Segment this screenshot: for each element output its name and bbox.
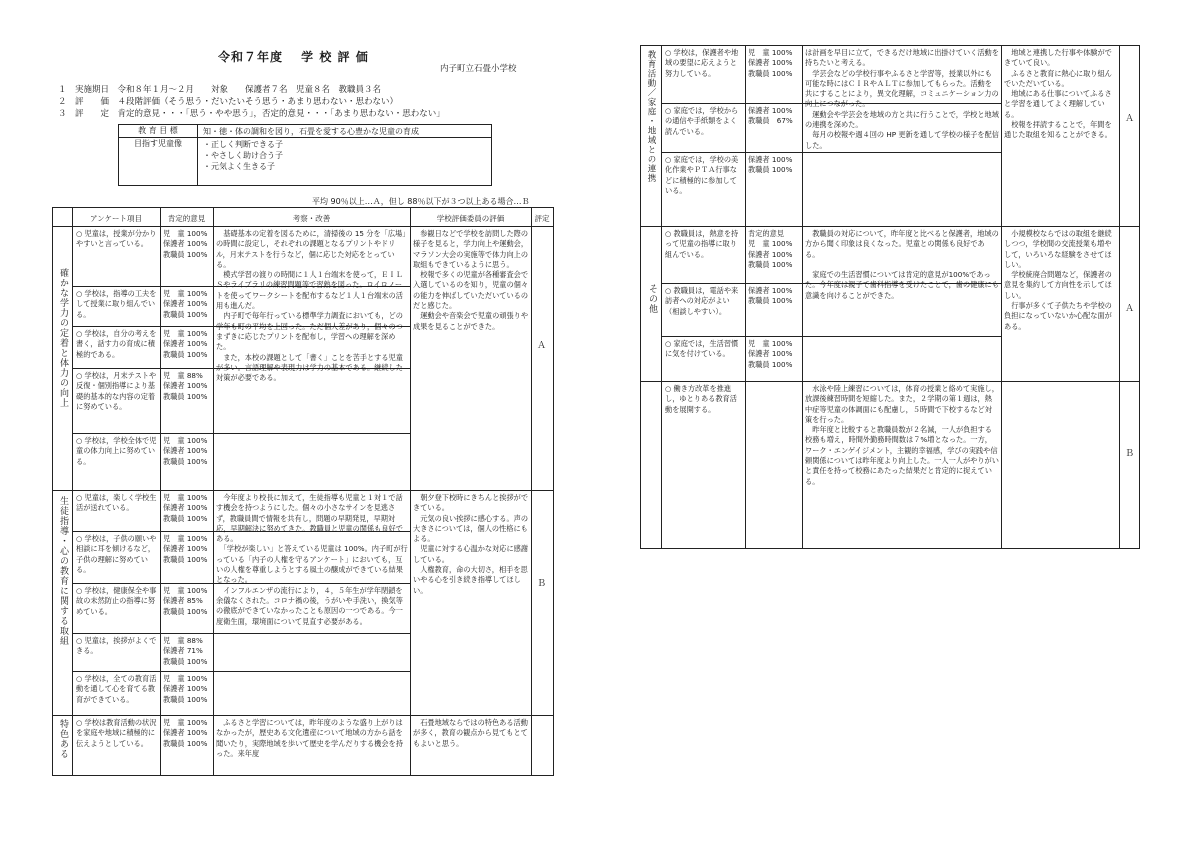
section-rating: Ａ [537, 341, 547, 351]
header-committee: 学校評価委員の評価 [436, 214, 505, 223]
header-item: アンケート項目 [89, 214, 143, 223]
header-positive: 肯定的意見 [167, 214, 206, 223]
survey-item: ○ 働き方改革を推進し，ゆとりある教育活動を展開する。 [665, 384, 737, 414]
positive-rate: 児 童 100% 保護者 100% 教職員 100% [163, 289, 208, 319]
goal-value: 知・徳・体の調和を図り，石畳を愛する心豊かな児童の育成 [203, 127, 419, 136]
section-rating: Ｂ [1125, 449, 1135, 459]
survey-item: ○ 教職員は，熱意を持って児童の指導に取り組んでいる。 [665, 229, 739, 259]
ideal-label: 目指す児童像 [119, 138, 198, 185]
analysis-text: ふるさと学習については，昨年度のような盛り上がりはなかったが，歴史ある文化遺産について地域の方から話を聞いたり，実際地域を歩いて歴史を学んだりする機会を持った。来年度 [216, 718, 403, 758]
survey-item: ○ 学校は，学校全体で児童の体力向上に努めている。 [76, 436, 157, 466]
survey-item: ○ 学校は，子供の願いや相談に耳を傾けるなど，子供の理解に努めている。 [76, 534, 157, 574]
positive-rate: 児 童 88% 保護者 71% 教職員 100% [163, 636, 208, 666]
survey-item: ○ 家庭では，学校からの通信や手紙類をよく読んでいる。 [665, 106, 739, 136]
header-analysis: 考察・改善 [292, 214, 331, 223]
committee-text: 地域と連携した行事や体験ができていて良い。 ふるさと教育に熱心に取り組んでいただいている。 地域にある仕事についてふるさと学習を通してよく理解している。 校報を拝読することで，年間を通じた取組を知ることができる。 [1004, 48, 1112, 140]
positive-rate: 保護者 100% 教職員 100% [748, 286, 793, 306]
survey-item: ○ 学校は，健康保全や事故の未然防止の指導に努めている。 [76, 586, 157, 616]
analysis-text: 今年度より校長に加えて，生徒指導も児童と１対１で話す機会を持つようにした。個々の小さなサインを見逃さず，教職員間で情報を共有し，問題の早期発見，早期対応，早期解決に努めてきた。教職員と児童の関係も良好である。 「学校が楽しい」と答えている児童は 100%。内子町が行っている「内子の人権を守るアンケート」においても，互いの人権を尊重しようとする風土の醸成ができている結果となった。 インフルエンザの流行により，４，５年生が学年閉鎖を余儀なくされた。コロナ禍の後，うがいや手洗い，換気等の徹底ができていなかったことも原因の一つである。今一度衛生面，環境面について見直す必要がある。 [216, 493, 408, 626]
left-evaluation-table [52, 207, 554, 776]
survey-item: ○ 学校は，全ての教育活動を通して心を育てる教育ができている。 [76, 674, 157, 704]
positive-rate: 肯定的意見 児 童 100% 保護者 100% 教職員 100% [748, 229, 793, 269]
positive-rate: 保護者 100% 教職員 67% [748, 106, 793, 126]
positive-rate: 児 童 100% 保護者 100% 教職員 100% [163, 718, 208, 748]
analysis-text: 水泳や陸上練習については，体育の授業と絡めて実施し，放課後練習時間を短縮した。また，２学期の第１週は，熱中症等児童の体調面にも配慮し，５時間で下校するなど対策を行った。 昨年度と比較すると教職員数が２名減，一人が負担する校務も増え，時間外勤務時間数は７%増となった。一方，ワーク・エンゲイジメント，主観的幸福感，学びの実践や信頼関係については昨年度より向上した。一人一人がやりがいと責任を持って校務にあたった結果だと肯定的に捉えている。 [805, 384, 999, 486]
ideal-item: ・元気よく生きる子 [203, 162, 275, 171]
positive-rate: 児 童 100% 保護者 100% 教職員 100% [748, 48, 793, 78]
info-line-1: １ 実施期日 令和８年１月～２月 対象 保護者７名 児童８名 教職員３名 [58, 85, 382, 95]
survey-item: ○ 家庭では，学校の美化作業やＰＴＡ行事などに積極的に参加している。 [665, 155, 739, 195]
section-rating: Ａ [1125, 114, 1135, 124]
info-line-3: ３ 評 定 肯定的意見・・・「思う・やや思う」，否定的意見・・・「あまり思わない・思わない」 [58, 109, 445, 119]
section-rating: Ａ [1125, 304, 1135, 314]
survey-item: ○ 教職員は，電話や来訪者への対応がよい（相談しやすい）。 [665, 286, 739, 316]
goal-label: 教 育 目 標 [119, 125, 198, 138]
analysis-text: 教職員の対応について，昨年度と比べると保護者，地域の方から聞く印象は良くなった。児童との関係も良好である。 家庭での生活習慣については肯定的意見が100%であった。今年度は親子で歯科指導を受けたことで，歯の健康にも意識を向けることができた。 [805, 229, 999, 300]
committee-text: 小規模校ならではの取組を継続しつつ，学校間の交流授業も増やして，いろいろな経験をさせてほしい。 学校統廃合問題など，保護者の意見を集約して方向性を示してほしい。 行事が多くて子供たちや学校の負担になっていないか心配な面がある。 [1004, 229, 1112, 331]
positive-rate: 児 童 100% 保護者 100% 教職員 100% [163, 329, 208, 359]
ideal-item: ・正しく判断できる子 [203, 140, 283, 149]
section-label: 特色ある [58, 719, 68, 759]
survey-item: ○ 児童は，楽しく学校生活が送れている。 [76, 493, 157, 513]
positive-rate: 児 童 100% 保護者 100% 教職員 100% [748, 339, 793, 369]
positive-rate: 児 童 100% 保護者 100% 教職員 100% [163, 493, 208, 523]
ideal-list [203, 139, 283, 172]
committee-text: 参観日などで学校を訪問した際の様子を見ると，学力向上や運動会，マラソン大会の実施等で体力向上の取組もできているように思う。 校報で多くの児童が各種審査会で入選しているのを知り，児童の個々の能力を伸ばしていただいているのだと感じた。 運動会や音楽会で児童の頑張りや成果を見ることができた。 [413, 229, 529, 331]
analysis-text: は計画を早目に立て，できるだけ地域に出掛けていく活動を持ちたいと考える。 学芸会などの学校行事やふるさと学習等，授業以外にも可能な時にはＣＩＲやＡＬＴに参加してもらった。活動を共にすることにより，異文化理解，コミュニケーション力の向上につながった。 運動会や学芸会を地域の方と共に行うことで，学校と地域の連携を深めた。 毎月の校報や週４回の HP 更新を通して学校の様子を配信した。 [805, 48, 999, 150]
positive-rate: 児 童 100% 保護者 100% 教職員 100% [163, 229, 208, 259]
section-label: 教育活動／家庭・地域との連携 [646, 50, 656, 183]
survey-item: ○ 学校は，自分の考えを書く，話す力の育成に積極的である。 [76, 329, 157, 359]
page-title: 令和７年度 学 校 評 価 [218, 50, 369, 64]
school-name: 内子町立石畳小学校 [440, 64, 517, 74]
criteria-note: 平均 90％以上…Ａ，但し 88％以下が３つ以上ある場合…Ｂ [312, 197, 530, 206]
section-label: 生徒指導・心の教育に関する取組 [58, 496, 68, 646]
positive-rate: 児 童 88% 保護者 100% 教職員 100% [163, 371, 208, 401]
ideal-item: ・やさしく助け合う子 [203, 151, 283, 160]
committee-text: 石畳地域ならではの特色ある活動が多く，教育の観点から見てもとてもよいと思う。 [413, 718, 528, 748]
survey-item: ○ 学校は教育活動の状況を家庭や地域に積極的に伝えようとしている。 [76, 718, 157, 748]
right-evaluation-table [640, 45, 1140, 549]
survey-item: ○ 学校は，指導の工夫をして授業に取り組んでいる。 [76, 289, 157, 319]
survey-item: ○ 学校は，保護者や地域の要望に応えようと努力している。 [665, 48, 739, 78]
positive-rate: 保護者 100% 教職員 100% [748, 155, 793, 175]
goal-box [118, 124, 492, 186]
section-rating: Ｂ [537, 579, 547, 589]
survey-item: ○ 学校は，月末テストや反復・個別指導により基礎的基本的な内容の定着に努めている。 [76, 371, 157, 411]
positive-rate: 児 童 100% 保護者 100% 教職員 100% [163, 534, 208, 564]
info-line-2: ２ 評 価 ４段階評価（そう思う・だいたいそう思う・あまり思わない・思わない） [58, 97, 399, 107]
committee-text: 朝夕登下校時にきちんと挨拶ができている。 元気の良い挨拶に感心する。声の大きさについては，個人の性格にもよる。 児童に対する心温かな対応に感謝している。 人権教育，命の大切さ，相手を思いやる心を引き続き指導してほしい。 [413, 493, 529, 595]
positive-rate: 児 童 100% 保護者 85% 教職員 100% [163, 586, 208, 616]
survey-item: ○ 児童は，授業が分かりやすいと言っている。 [76, 229, 157, 249]
positive-rate: 児 童 100% 保護者 100% 教職員 100% [163, 436, 208, 466]
analysis-text: 基礎基本の定着を図るために，清掃後の 15 分を「広場」の時間に設定し，それぞれの課題となるプリントやドリル，月末テストを行うなど，個に応じた対応をとっている。 模式学習の渡りの時間に１人１台端末を使って，ＥＩＬＳやライブラリの練習問題等で習熟を図った。ロイロノートを使ってワークシートを配布するなど１人１台端末の活用も進んだ。 内子町で毎年行っている標準学力調査においても，どの学年も町の平均を上回った。ただ個人差があり，個々のつまずきに応じたプリントを配布し，学習への理解を深めた。 また，本校の課題として「書く」ことを苦手とする児童が多い。言語理解や表現力は学力の基本である。継続した対策が必要である。 [216, 229, 406, 383]
header-rating: 評定 [534, 214, 550, 223]
section-label: その他 [647, 284, 657, 314]
survey-item: ○ 家庭では，生活習慣に気を付けている。 [665, 339, 739, 359]
section-label: 確かな学力の定着と体力の向上 [58, 268, 68, 408]
positive-rate: 児 童 100% 保護者 100% 教職員 100% [163, 674, 208, 704]
survey-item: ○ 児童は，挨拶がよくできる。 [76, 636, 157, 656]
